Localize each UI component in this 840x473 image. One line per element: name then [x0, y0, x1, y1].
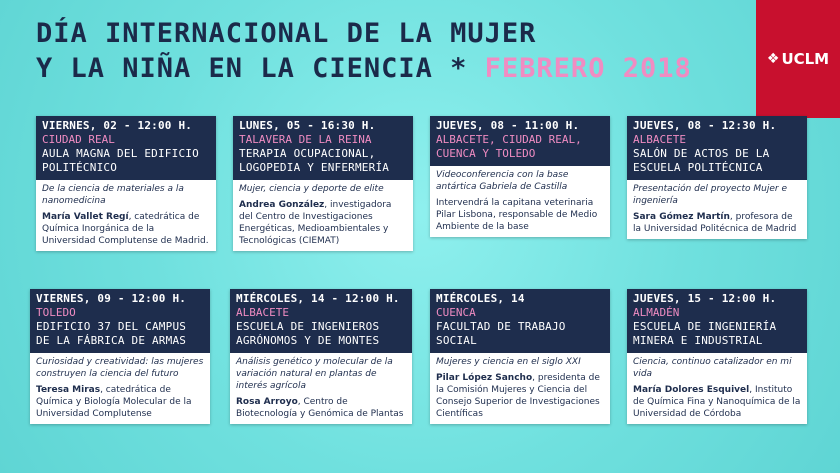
event-date: VIERNES, 09 - 12:00 H.: [36, 292, 187, 305]
speaker-name: Andrea González: [239, 200, 325, 210]
event-body: [627, 353, 807, 424]
event-date: MIÉRCOLES, 14: [436, 292, 525, 305]
event-card-6: [230, 289, 412, 424]
speaker-name: María Vallet Regí: [42, 212, 129, 222]
speaker-affiliation: , profesora de la Universidad Politécnica de Madrid: [633, 212, 797, 234]
event-card-7: [430, 289, 610, 424]
event-header: [30, 289, 210, 353]
event-body: [627, 180, 807, 239]
event-speaker: [633, 384, 801, 420]
event-date: JUEVES, 08 - 12:30 H.: [633, 119, 777, 132]
title-date: FEBRERO 2018: [484, 53, 692, 84]
event-date: JUEVES, 08 - 11:00 H.: [436, 119, 580, 132]
speaker-name: Teresa Miras: [36, 385, 101, 395]
uclm-mark-icon: ❖: [766, 51, 780, 67]
event-body: [36, 180, 216, 251]
event-header: [627, 289, 807, 353]
speaker-affiliation: , presidenta de la Comisión Mujeres y Ciencia del Consejo Superior de Investigaciones Científicas: [436, 373, 600, 419]
event-body: [430, 166, 610, 237]
event-speaker: Intervendrá la capitana veterinaria Pilar Lisbona, responsable de Medio Ambiente de la base: [436, 198, 598, 232]
event-body: [230, 353, 412, 424]
event-talk: Mujer, ciencia y deporte de elite: [239, 184, 384, 194]
event-city: TALAVERA DE LA REINA: [239, 133, 372, 146]
event-speaker: [239, 199, 407, 247]
event-date: VIERNES, 02 - 12:00 H.: [42, 119, 193, 132]
speaker-affiliation: , catedrática de Química Inorgánica de la Universidad Complutense de Madrid.: [42, 212, 209, 246]
event-speaker: [236, 396, 406, 420]
speaker-affiliation: , Instituto de Química Fina y Nanoquímica de la Universidad de Córdoba: [633, 385, 801, 419]
event-header: [430, 116, 610, 166]
event-card-8: [627, 289, 807, 424]
event-city: CUENCA: [436, 306, 476, 319]
speaker-affiliation: , investigadora del Centro de Investigaciones Energéticas, Medioambientales y Tecnológicas (CIEMAT): [239, 200, 392, 246]
event-talk: Videoconferencia con la base antártica Gabriela de Castilla: [436, 170, 569, 192]
event-card-3: [430, 116, 610, 237]
speaker-name: Rosa Arroyo: [236, 397, 298, 407]
event-header: [430, 289, 610, 353]
speaker-name: Pilar López Sancho: [436, 373, 533, 383]
speaker-name: María Dolores Esquivel: [633, 385, 750, 395]
event-date: JUEVES, 15 - 12:00 H.: [633, 292, 777, 305]
event-header: [36, 116, 216, 180]
page-title: [36, 16, 692, 86]
event-city: ALBACETE, CIUDAD REAL, CUENCA Y TOLEDO: [436, 133, 582, 160]
event-talk: Ciencia, continuo catalizador en mi vida: [633, 357, 792, 379]
title-line-2: Y LA NIÑA EN LA CIENCIA *: [36, 53, 468, 84]
event-card-5: [30, 289, 210, 424]
event-city: TOLEDO: [36, 306, 76, 319]
event-card-4: [627, 116, 807, 239]
event-venue: ESCUELA DE INGENIERÍA MINERA E INDUSTRIAL: [633, 320, 777, 347]
event-venue: AULA MAGNA DEL EDIFICIO POLITÉCNICO: [42, 147, 199, 174]
event-header: [233, 116, 413, 180]
title-line-1: DÍA INTERNACIONAL DE LA MUJER: [36, 18, 537, 49]
event-speaker: [436, 372, 604, 420]
event-talk: Presentación del proyecto Mujer e ingeniería: [633, 184, 788, 206]
event-header: [627, 116, 807, 180]
speaker-affiliation: , Centro de Biotecnología y Genómica de Plantas: [236, 397, 404, 419]
event-card-1: [36, 116, 216, 251]
event-venue: ESCUELA DE INGENIEROS AGRÓNOMOS Y DE MONTES: [236, 320, 380, 347]
speaker-affiliation: , catedrática de Química y Biología Molecular de la Universidad Complutense: [36, 385, 192, 419]
event-venue: TERAPIA OCUPACIONAL, LOGOPEDIA Y ENFERMERÍA: [239, 147, 390, 174]
event-talk: De la ciencia de materiales a la nanomedicina: [42, 184, 184, 206]
event-city: ALMADÉN: [633, 306, 680, 319]
event-speaker: [633, 211, 801, 235]
event-venue: EDIFICIO 37 DEL CAMPUS DE LA FÁBRICA DE ARMAS: [36, 320, 187, 347]
event-header: [230, 289, 412, 353]
event-city: ALBACETE: [236, 306, 289, 319]
logo-text: UCLM: [781, 50, 830, 68]
event-venue: FACULTAD DE TRABAJO SOCIAL: [436, 320, 566, 347]
event-talk: Mujeres y ciencia en el siglo XXI: [436, 357, 581, 367]
event-body: [430, 353, 610, 424]
event-venue: SALÓN DE ACTOS DE LA ESCUELA POLITÉCNICA: [633, 147, 770, 174]
event-card-2: [233, 116, 413, 251]
event-body: [233, 180, 413, 251]
event-city: CIUDAD REAL: [42, 133, 115, 146]
event-date: LUNES, 05 - 16:30 H.: [239, 119, 376, 132]
speaker-name: Sara Gómez Martín: [633, 212, 730, 222]
uclm-logo: [756, 0, 840, 118]
event-city: ALBACETE: [633, 133, 686, 146]
event-body: [30, 353, 210, 424]
event-talk: Curiosidad y creatividad: las mujeres construyen la ciencia del futuro: [36, 357, 204, 379]
event-speaker: [42, 211, 210, 247]
event-talk: Análisis genético y molecular de la variación natural en plantas de interés agrícola: [236, 357, 393, 391]
event-speaker: [36, 384, 204, 420]
event-date: MIÉRCOLES, 14 - 12:00 H.: [236, 292, 400, 305]
